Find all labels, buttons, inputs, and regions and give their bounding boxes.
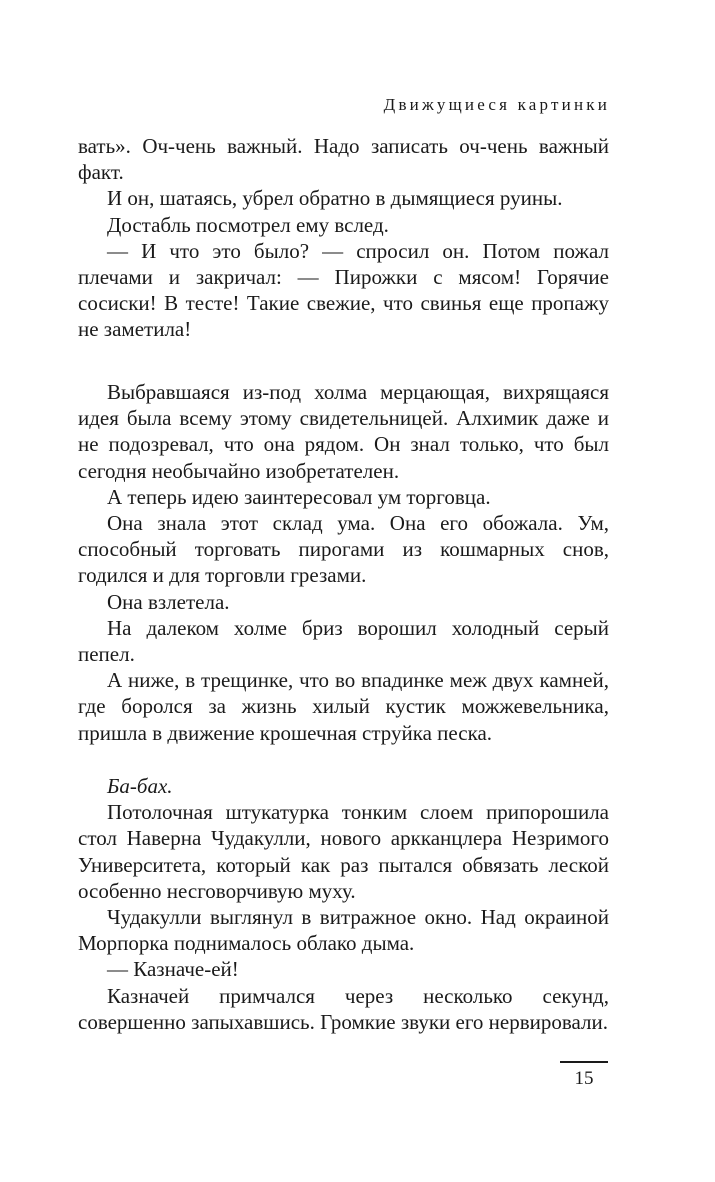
text-section — [78, 133, 609, 343]
text-section — [78, 773, 609, 1035]
paragraph: На далеком холме бриз ворошил холодный серый пепел. — [78, 615, 609, 667]
paragraph: А ниже, в трещинке, что во впадинке меж двух камней, где боролся за жизнь хилый кустик можжевельника, пришла в движение крошечная струйка песка. — [78, 668, 609, 745]
paragraph: Потолочная штукатурка тонким слоем припорошила стол Наверна Чудакулли, нового аркканцлера Незримого Университета, который как раз пытался обвязать леской особенно несговорчивую муху. — [78, 800, 609, 903]
paragraph: И он, шатаясь, убрел обратно в дымящиеся руины. — [107, 186, 563, 211]
paragraph: Достабль посмотрел ему вслед. — [107, 212, 389, 237]
paragraph: вать». Оч-чень важный. Надо записать оч-чень важный факт. — [78, 134, 609, 185]
paragraph: Она взлетела. — [107, 589, 230, 614]
paragraph: — Казначе-ей! — [107, 957, 239, 982]
paragraph: Чудакулли выглянул в витражное окно. Над окраиной Морпорка поднималось облако дыма. — [78, 905, 609, 956]
paragraph: Она знала этот склад ума. Она его обожала. Ум, способный торговать пирогами из кошмарных снов, годился и для торговли грезами. — [78, 511, 609, 588]
text-section — [78, 379, 609, 746]
page-number: 15 — [574, 1068, 594, 1089]
paragraph: — И что это было? — спросил он. Потом пожал плечами и закричал: — Пирожки с мясом! Горячие сосиски! В тесте! Такие свежие, что свинья еще пропажу не заметила! — [78, 238, 609, 342]
folio-rule — [560, 1061, 608, 1063]
sound-effect: Ба-бах. — [107, 774, 173, 798]
paragraph: Выбравшаяся из-под холма мерцающая, вихрящаяся идея была всему этому свидетельницей. Алхимик даже и не подозревал, что она рядом. Он знал только, что был сегодня необычайно изобретателен. — [78, 380, 609, 483]
running-header: Движущиеся картинки — [383, 95, 610, 114]
paragraph: Казначей примчался через несколько секунд, совершенно запыхавшись. Громкие звуки его нервировали. — [78, 983, 609, 1034]
paragraph: А теперь идею заинтересовал ум торговца. — [107, 484, 491, 509]
